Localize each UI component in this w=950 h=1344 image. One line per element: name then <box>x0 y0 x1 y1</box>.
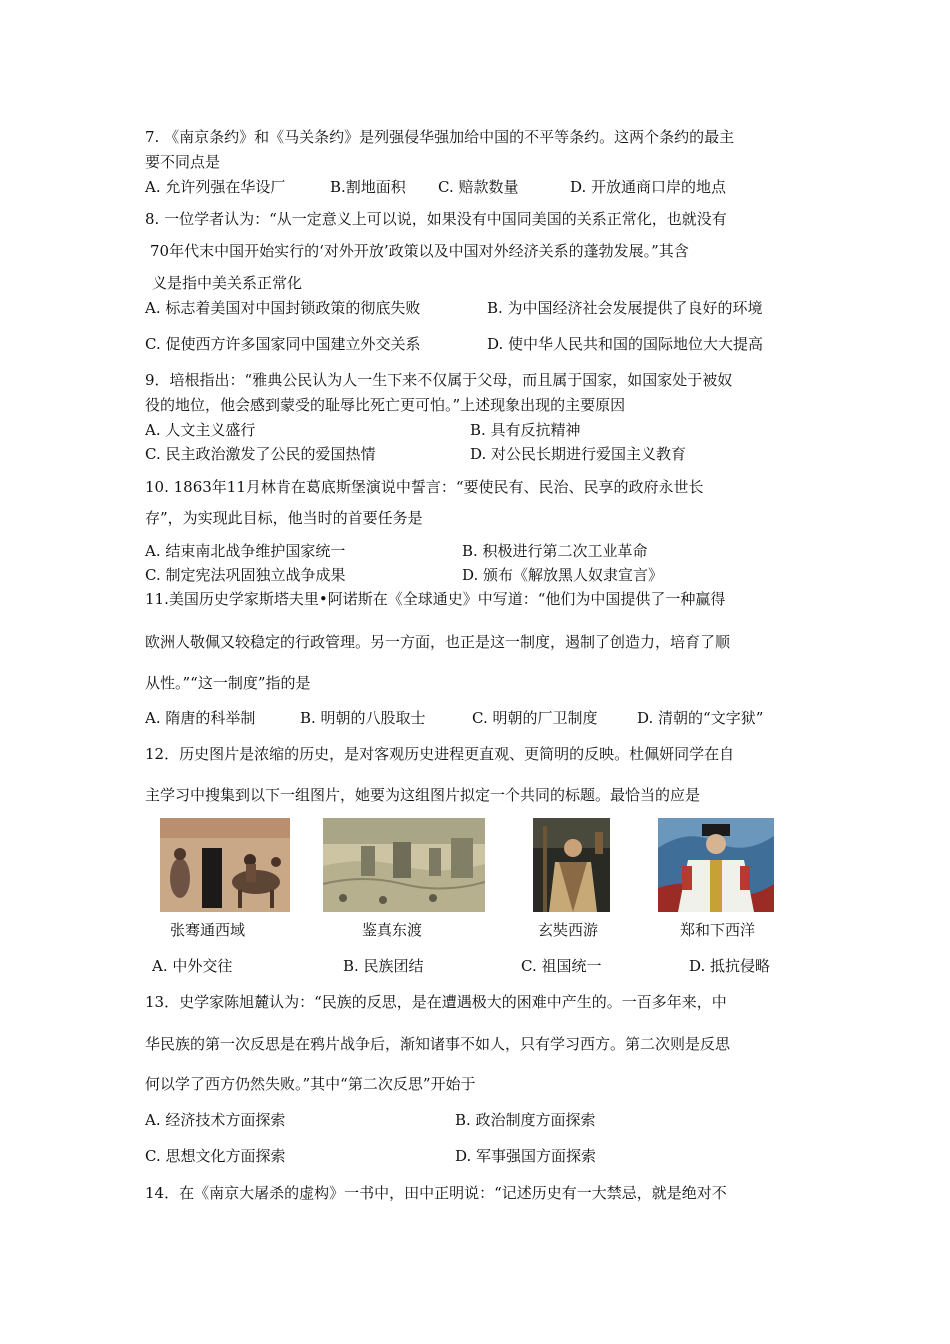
q13-option-b: B. 政治制度方面探索 <box>455 1111 596 1129</box>
q7-option-c: C. 赔款数量 <box>438 178 519 196</box>
q11-stem-line-1: 11.美国历史学家斯塔夫里•阿诺斯在《全球通史》中写道：“他们为中国提供了一种赢得 <box>145 590 726 608</box>
q8-stem-line-2: 70年代末中国开始实行的‘对外开放’政策以及中国对外经济关系的蓬勃发展。”其含 <box>150 242 689 260</box>
q12-option-b: B. 民族团结 <box>343 957 424 975</box>
q12-option-d: D. 抵抗侵略 <box>689 957 771 975</box>
picture-jianzhen <box>323 818 485 912</box>
q9-stem-line-1: 9．培根指出：“雅典公民认为人一生下来不仅属于父母，而且属于国家，如国家处于被奴 <box>145 371 733 389</box>
q10-stem-line-2: 存”，为实现此目标，他当时的首要任务是 <box>145 509 423 527</box>
caption-jianzhen: 鉴真东渡 <box>362 921 423 939</box>
q7-stem-line-2: 要不同点是 <box>145 153 221 171</box>
q13-stem-line-2: 华民族的第一次反思是在鸦片战争后，渐知诸事不如人，只有学习西方。第二次则是反思 <box>145 1035 731 1053</box>
q9-option-d: D. 对公民长期进行爱国主义教育 <box>470 445 687 463</box>
q8-stem-line-1: 8. 一位学者认为：“从一定意义上可以说，如果没有中国同美国的关系正常化，也就没有 <box>145 210 727 228</box>
caption-zheng-he: 郑和下西洋 <box>680 921 756 939</box>
q8-stem-line-3: 义是指中美关系正常化 <box>152 274 303 292</box>
q10-stem-line-1: 10. 1863年11月林肯在葛底斯堡演说中誓言：“要使民有、民治、民享的政府永世长 <box>145 478 704 496</box>
q13-option-c: C. 思想文化方面探索 <box>145 1147 286 1165</box>
q12-stem-line-2: 主学习中搜集到以下一组图片，她要为这组图片拟定一个共同的标题。最恰当的应是 <box>145 786 701 804</box>
q11-option-c: C. 明朝的厂卫制度 <box>472 709 598 727</box>
q12-option-c: C. 祖国统一 <box>521 957 602 975</box>
q9-option-a: A. 人文主义盛行 <box>145 421 256 439</box>
q11-stem-line-3: 从性。”“这一制度”指的是 <box>145 674 311 692</box>
q11-stem-line-2: 欧洲人敬佩又较稳定的行政管理。另一方面，也正是这一制度，遏制了创造力，培育了顺 <box>145 633 731 651</box>
q13-option-d: D. 军事强国方面探索 <box>455 1147 597 1165</box>
q13-stem-line-3: 何以学了西方仍然失败。”其中“第二次反思”开始于 <box>145 1075 476 1093</box>
q7-option-b: B.割地面积 <box>330 178 406 196</box>
q9-stem-line-2: 役的地位，他会感到蒙受的耻辱比死亡更可怕。”上述现象出现的主要原因 <box>145 396 626 414</box>
q11-option-a: A. 隋唐的科举制 <box>145 709 256 727</box>
caption-zhang-qian: 张骞通西域 <box>170 921 246 939</box>
q8-option-b: B. 为中国经济社会发展提供了良好的环境 <box>487 299 763 317</box>
q11-option-b: B. 明朝的八股取士 <box>300 709 426 727</box>
q12-stem-line-1: 12．历史图片是浓缩的历史，是对客观历史进程更直观、更简明的反映。杜佩妍同学在自 <box>145 745 735 763</box>
q13-option-a: A. 经济技术方面探索 <box>145 1111 286 1129</box>
q9-option-b: B. 具有反抗精神 <box>470 421 581 439</box>
q14-stem-line-1: 14．在《南京大屠杀的虚构》一书中，田中正明说：“记述历史有一大禁忌，就是绝对不 <box>145 1184 727 1202</box>
q9-option-c: C. 民主政治激发了公民的爱国热情 <box>145 445 376 463</box>
q7-option-d: D. 开放通商口岸的地点 <box>570 178 727 196</box>
q10-option-a: A. 结束南北战争维护国家统一 <box>145 542 346 560</box>
q10-option-c: C. 制定宪法巩固独立战争成果 <box>145 566 346 584</box>
q13-stem-line-1: 13．史学家陈旭麓认为：“民族的反思，是在遭遇极大的困难中产生的。一百多年来，中 <box>145 993 727 1011</box>
q10-option-b: B. 积极进行第二次工业革命 <box>462 542 648 560</box>
q7-option-a: A. 允许列强在华设厂 <box>145 178 286 196</box>
q8-option-a: A. 标志着美国对中国封锁政策的彻底失败 <box>145 299 421 317</box>
picture-zheng-he <box>658 818 774 912</box>
q8-option-d: D. 使中华人民共和国的国际地位大大提高 <box>487 335 764 353</box>
caption-xuanzang: 玄奘西游 <box>538 921 599 939</box>
picture-zhang-qian <box>160 818 290 912</box>
q10-option-d: D. 颁布《解放黑人奴隶宣言》 <box>462 566 664 584</box>
picture-xuanzang <box>533 818 610 912</box>
q8-option-c: C. 促使西方许多国家同中国建立外交关系 <box>145 335 421 353</box>
q11-option-d: D. 清朝的“文字狱” <box>637 709 764 727</box>
q7-stem-line-1: 7. 《南京条约》和《马关条约》是列强侵华强加给中国的不平等条约。这两个条约的最主 <box>145 128 735 146</box>
q12-option-a: A. 中外交往 <box>152 957 233 975</box>
